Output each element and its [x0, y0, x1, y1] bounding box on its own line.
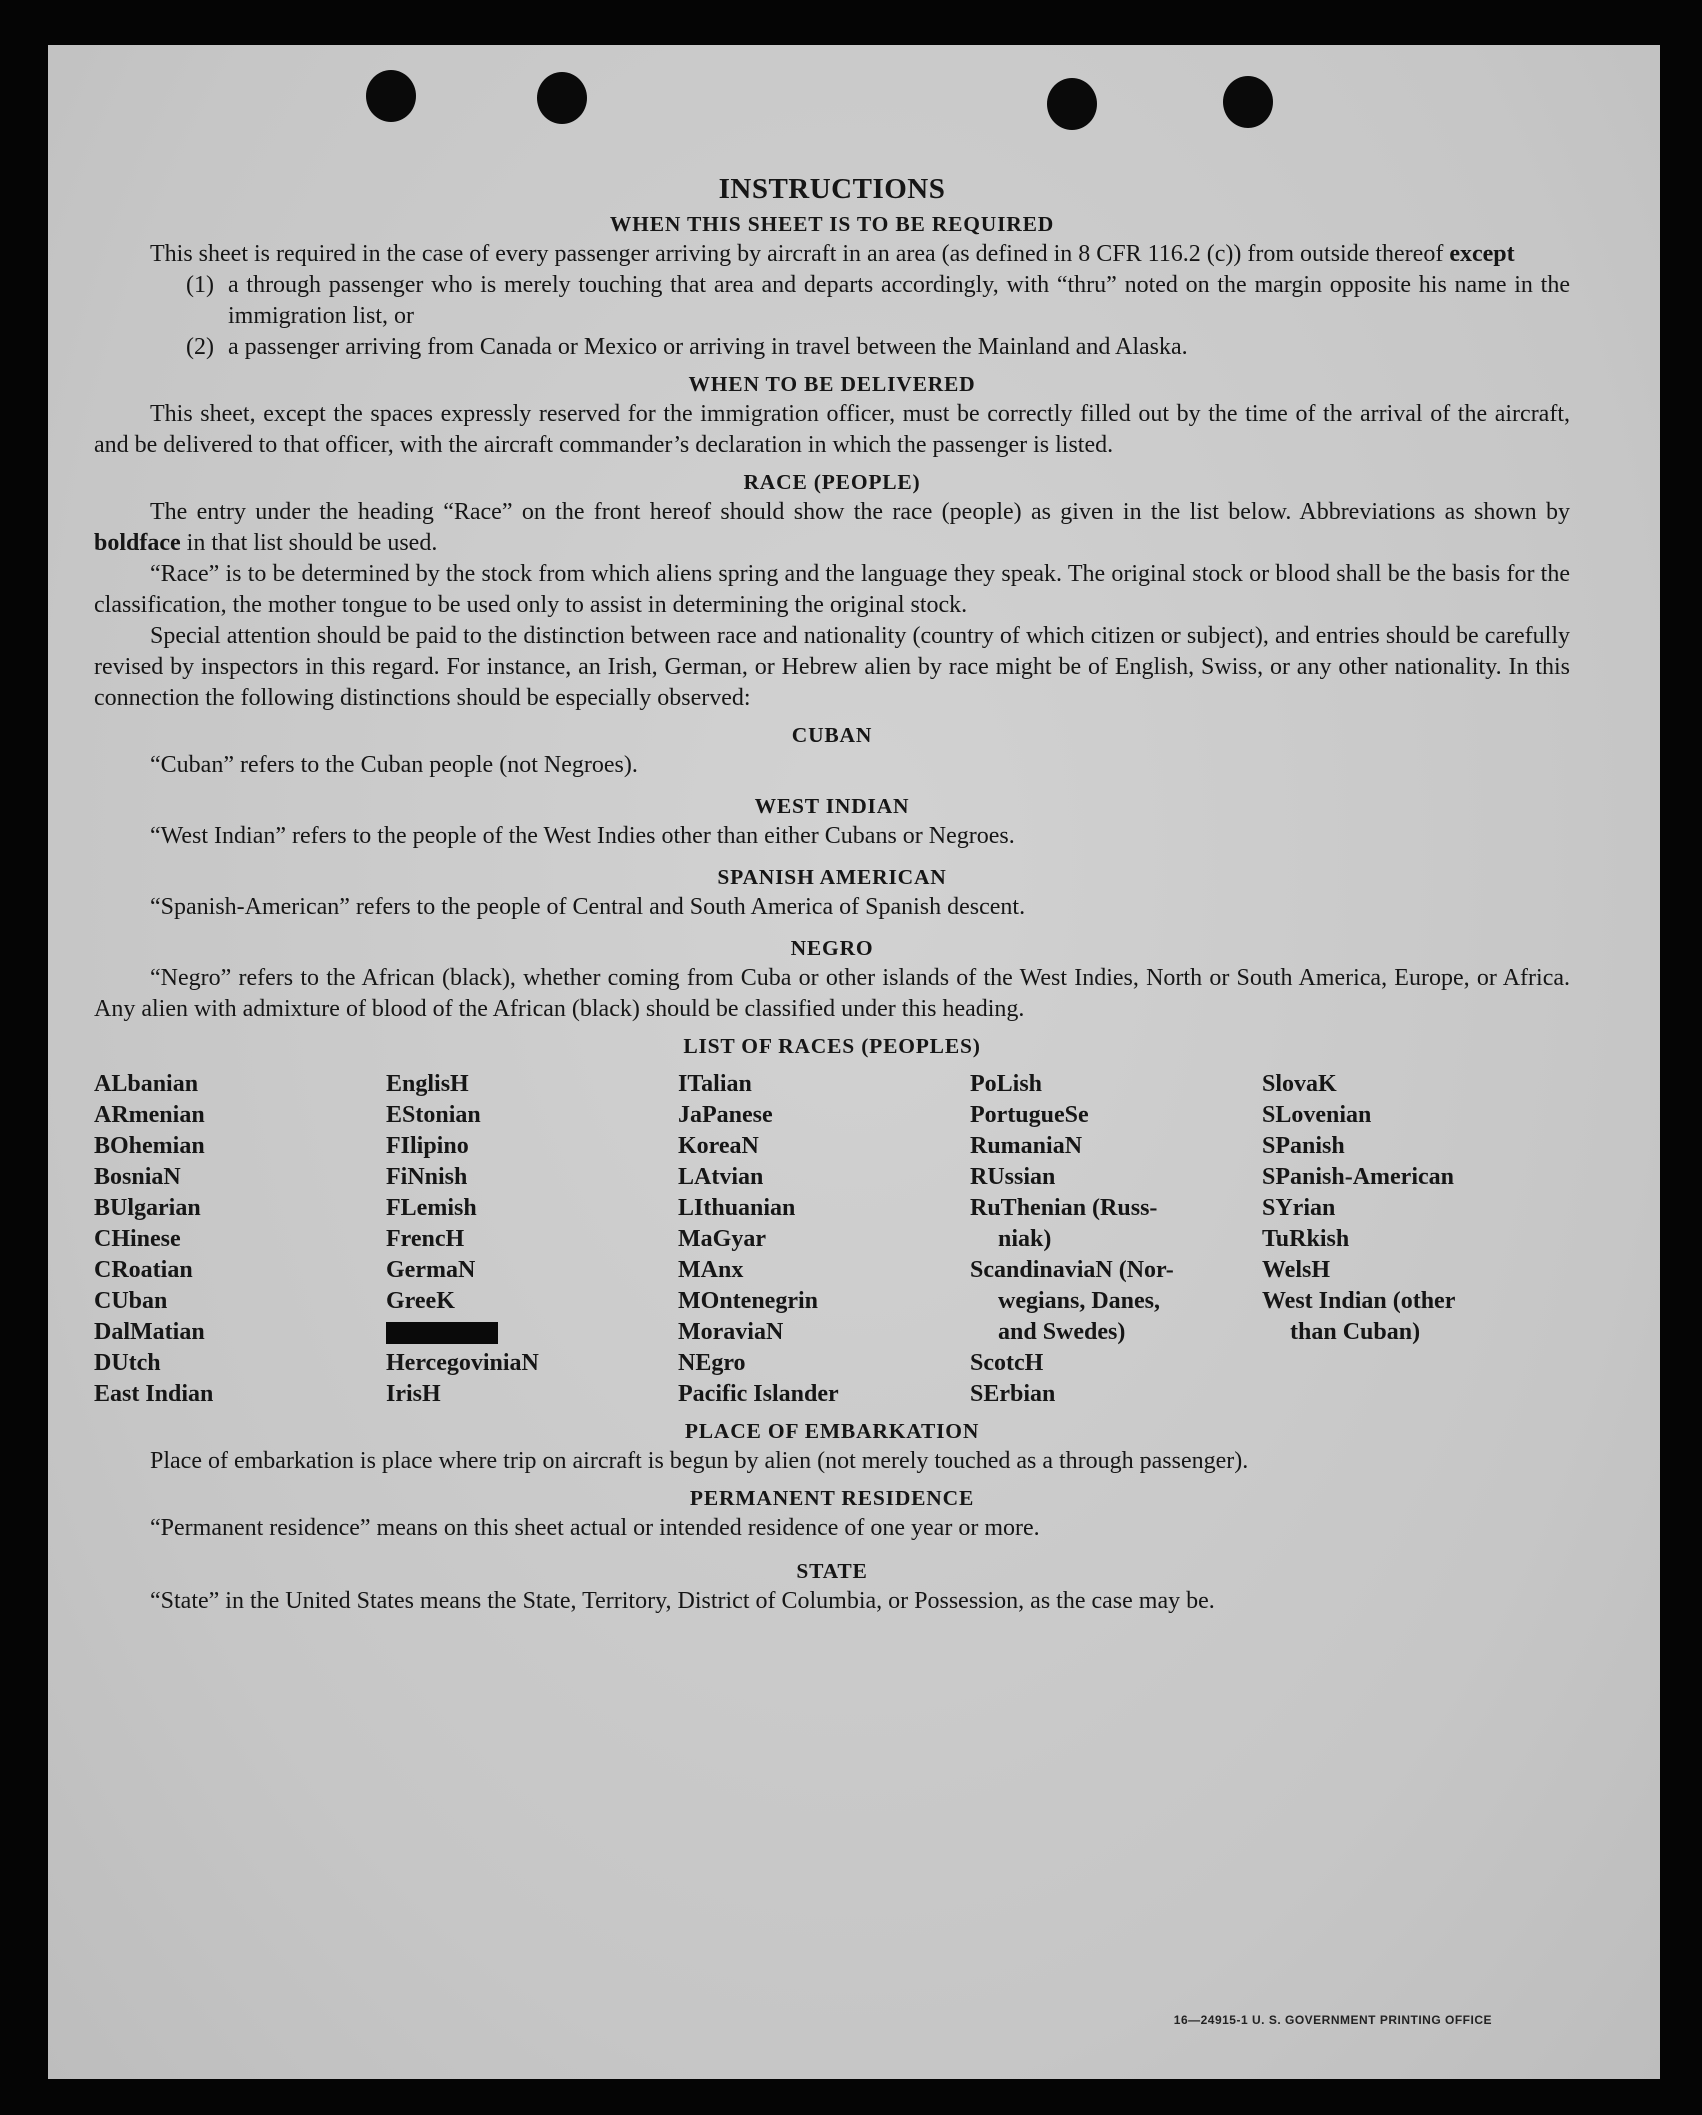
race-paragraph-2: “Race” is to be determined by the stock from which aliens spring and the language they speak. The original stock or blood shall be the basis for the classification, the mother tongue to be used only to assist in determining the original stock. [94, 561, 1570, 618]
race-entry: DalMatian [94, 1319, 205, 1345]
race-entry: IrisH [386, 1381, 441, 1407]
race-entry: PoLish [970, 1071, 1043, 1097]
section-heading-residence: PERMANENT RESIDENCE [689, 1486, 975, 1510]
state-text: “State” in the United States means the State, Territory, District of Columbia, or Possession, as the case may be. [150, 1588, 1215, 1614]
boldface-word: boldface [94, 530, 181, 556]
race-paragraph-1: The entry under the heading “Race” on the front hereof should show the race (people) as given in the list below. Abbreviations as shown by boldface in that list should be used. [94, 499, 1570, 556]
races-column [678, 1069, 970, 1410]
section-heading-cuban: CUBAN [791, 723, 873, 747]
races-column [386, 1069, 678, 1410]
race-entry: GreeK [386, 1288, 455, 1314]
race-entry: KoreaN [678, 1133, 759, 1159]
residence-text: “Permanent residence” means on this sheet actual or intended residence of one year or more. [150, 1515, 1040, 1541]
exception-item: (1) a through passenger who is merely touching that area and departs accordingly, with “thru” noted on the margin opposite his name in the immigration list, or [186, 272, 1570, 329]
race-entry: FiNnish [386, 1164, 468, 1190]
punch-hole [537, 72, 587, 124]
race-entry: BUlgarian [94, 1195, 201, 1221]
exception-item: (2) a passenger arriving from Canada or Mexico or arriving in travel between the Mainland and Alaska. [186, 334, 1188, 360]
race-paragraph-3: Special attention should be paid to the distinction between race and nationality (country of which citizen or subject), and entries should be carefully revised by inspectors in this regard. For instance, an Irish, German, or Hebrew alien by race might be of English, Swiss, or any other nationality. In this connection the following distinctions should be especially observed: [94, 623, 1570, 711]
section-heading-race: RACE (PEOPLE) [743, 470, 921, 494]
race-entry: Pacific Islander [678, 1381, 839, 1407]
delivered-text: This sheet, except the spaces expressly reserved for the immigration officer, must be correctly filled out by the time of the arrival of the aircraft, and be delivered to that officer, with the aircraft commander’s declaration in which the passenger is listed. [94, 401, 1570, 458]
race-entry: TuRkish [1262, 1226, 1350, 1252]
punch-hole [366, 70, 416, 122]
race-entry: MaGyar [678, 1226, 766, 1252]
required-intro: This sheet is required in the case of every passenger arriving by aircraft in an area (as defined in 8 CFR 116.2 (c)) from outside thereof except [150, 241, 1515, 267]
race-entry: RuThenian (Russ- [970, 1195, 1158, 1221]
race-entry: FLemish [386, 1195, 477, 1221]
race-entry: FIlipino [386, 1133, 469, 1159]
cuban-text: “Cuban” refers to the Cuban people (not Negroes). [150, 752, 638, 778]
west-indian-text: “West Indian” refers to the people of the West Indies other than either Cubans or Negroes. [150, 823, 1015, 849]
race-entry: ScotcH [970, 1350, 1044, 1376]
punch-hole [1223, 76, 1273, 128]
races-column [1262, 1069, 1554, 1410]
negro-text: “Negro” refers to the African (black), whether coming from Cuba or other islands of the West Indies, North or South America, Europe, or Africa. Any alien with admixture of blood of the African (black) should be classified under this heading. [94, 965, 1570, 1022]
races-column [970, 1069, 1262, 1410]
race-entry: NEgro [678, 1350, 746, 1376]
race-entry: JaPanese [678, 1102, 773, 1128]
section-heading-embarkation: PLACE OF EMBARKATION [684, 1419, 980, 1443]
redacted-entry [386, 1317, 678, 1348]
spanish-american-text: “Spanish-American” refers to the people of Central and South America of Spanish descent. [150, 894, 1026, 920]
section-heading-required: WHEN THIS SHEET IS TO BE REQUIRED [609, 212, 1055, 236]
section-heading-state: STATE [796, 1559, 868, 1583]
race-entry: BosniaN [94, 1164, 181, 1190]
race-entry: GermaN [386, 1257, 476, 1283]
section-heading-spanish-american: SPANISH AMERICAN [717, 865, 947, 889]
document-page [48, 45, 1660, 2079]
page-title: INSTRUCTIONS [718, 173, 946, 205]
race-entry: EStonian [386, 1102, 481, 1128]
race-entry: PortugueSe [970, 1102, 1089, 1128]
except-word: except [1449, 241, 1515, 267]
race-entry: MoraviaN [678, 1319, 784, 1345]
race-entry: CHinese [94, 1226, 181, 1252]
section-heading-delivered: WHEN TO BE DELIVERED [688, 372, 976, 396]
race-entry: RUssian [970, 1164, 1056, 1190]
race-entry: FrencH [386, 1226, 465, 1252]
section-heading-negro: NEGRO [790, 936, 874, 960]
race-entry: SYrian [1262, 1195, 1336, 1221]
race-entry: East Indian [94, 1381, 214, 1407]
races-column [94, 1069, 386, 1410]
race-entry: MOntenegrin [678, 1288, 818, 1314]
race-entry: SPanish [1262, 1133, 1345, 1159]
race-entry: DUtch [94, 1350, 161, 1376]
punch-hole [1047, 78, 1097, 130]
race-entry: CUban [94, 1288, 168, 1314]
race-entry: LIthuanian [678, 1195, 796, 1221]
race-entry: WelsH [1262, 1257, 1331, 1283]
race-entry: RumaniaN [970, 1133, 1083, 1159]
race-entry: ALbanian [94, 1071, 199, 1097]
race-entry: ARmenian [94, 1102, 205, 1128]
section-heading-west-indian: WEST INDIAN [754, 794, 910, 818]
instructions-body [94, 169, 1570, 1617]
race-entry: SLovenian [1262, 1102, 1372, 1128]
race-entry: CRoatian [94, 1257, 193, 1283]
race-entry: SPanish-American [1262, 1164, 1454, 1190]
race-entry-continued: and Swedes) [998, 1319, 1126, 1345]
race-entry: ITalian [678, 1071, 752, 1097]
race-entry: BOhemian [94, 1133, 205, 1159]
race-entry: SlovaK [1262, 1071, 1337, 1097]
embarkation-text: Place of embarkation is place where trip on aircraft is begun by alien (not merely touched as a through passenger). [150, 1448, 1249, 1474]
races-list [94, 1069, 1570, 1410]
race-entry-continued: wegians, Danes, [998, 1288, 1161, 1314]
race-entry: West Indian (other [1262, 1288, 1456, 1314]
race-entry: ScandinaviaN (Nor- [970, 1257, 1174, 1283]
printer-imprint: 16—24915-1 U. S. GOVERNMENT PRINTING OFFICE [1173, 2013, 1492, 2027]
race-entry: EnglisH [386, 1071, 469, 1097]
redaction-mark [386, 1322, 498, 1344]
section-heading-races-list: LIST OF RACES (PEOPLES) [683, 1034, 981, 1058]
race-entry: HercegoviniaN [386, 1350, 539, 1376]
race-entry: SErbian [970, 1381, 1056, 1407]
race-entry: LAtvian [678, 1164, 764, 1190]
race-entry-continued: than Cuban) [1290, 1319, 1421, 1345]
race-entry-continued: niak) [998, 1226, 1052, 1252]
race-entry: MAnx [678, 1257, 744, 1283]
